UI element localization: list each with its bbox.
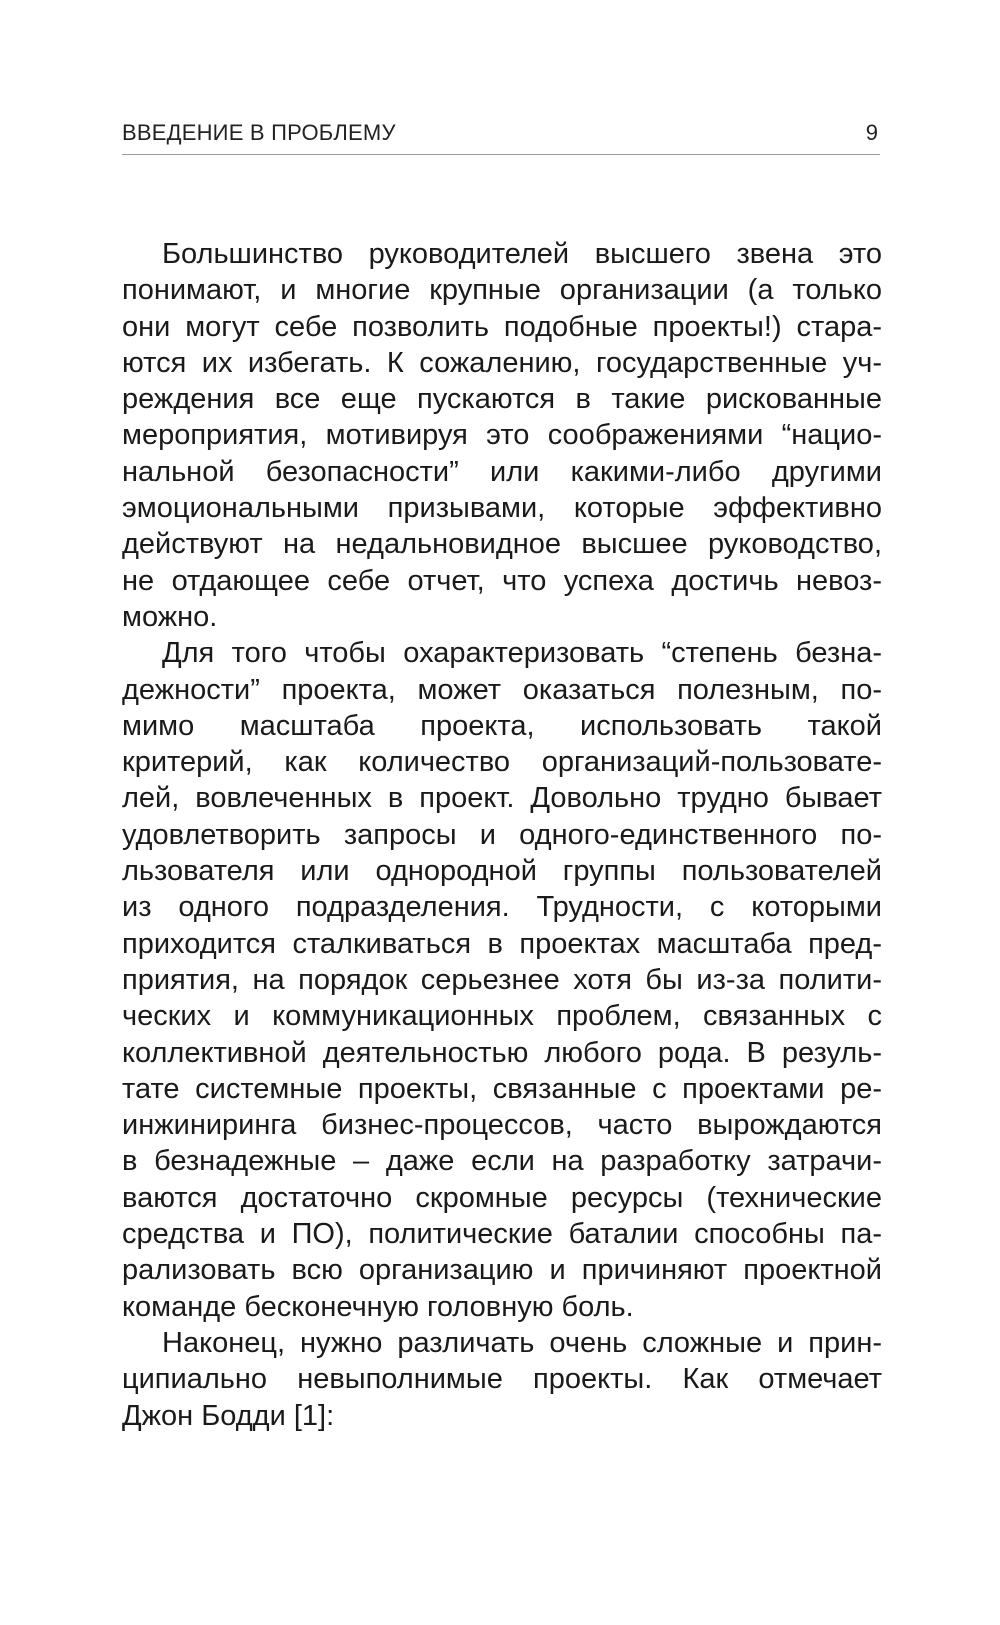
text-line: критерий, как количество организаций-пользовате- <box>122 746 882 779</box>
text-line: нальной безопасности” или какими-либо другими <box>122 455 882 488</box>
paragraph-3 <box>122 1325 882 1434</box>
text-line: мимо масштаба проекта, использовать такой <box>122 709 882 742</box>
text-line: команде бесконечную головную боль. <box>122 1290 634 1323</box>
paragraph-1 <box>122 236 882 635</box>
paragraph-2 <box>122 635 882 1325</box>
running-header <box>122 118 880 155</box>
text-line: Для того чтобы охарактеризовать “степень безна- <box>162 637 882 670</box>
text-line: можно. <box>122 600 218 633</box>
text-line: удовлетворить запросы и одного-единственного по- <box>122 818 882 851</box>
text-line: дежности” проекта, может оказаться полезным, по- <box>122 673 882 706</box>
text-line: действуют на недальновидное высшее руководство, <box>122 528 882 561</box>
text-line: Большинство руководителей высшего звена это <box>162 238 882 270</box>
text-line: понимают, и многие крупные организации (а только <box>122 274 882 307</box>
text-line: тате системные проекты, связанные с проектами ре- <box>122 1072 882 1105</box>
text-line: Джон Бодди [1]: <box>122 1399 335 1432</box>
text-line: эмоциональными призывами, которые эффективно <box>122 492 882 525</box>
text-line: не отдающее себе отчет, что успеха достичь невоз- <box>122 564 882 597</box>
text-line: ваются достаточно скромные ресурсы (технические <box>122 1181 882 1214</box>
text-line: льзователя или однородной группы пользователей <box>122 855 882 888</box>
text-line: ципиально невыполнимые проекты. Как отмечает <box>122 1363 882 1396</box>
text-line: из одного подразделения. Трудности, с которыми <box>122 891 882 924</box>
text-line: Наконец, нужно различать очень сложные и прин- <box>162 1326 882 1359</box>
text-line: средства и ПО), политические баталии способны па- <box>122 1218 882 1251</box>
text-line: инжиниринга бизнес-процессов, часто вырождаются <box>122 1109 882 1142</box>
text-line: рализовать всю организацию и причиняют проектной <box>122 1254 882 1287</box>
text-line: реждения все еще пускаются в такие рискованные <box>122 383 882 416</box>
text-line: ются их избегать. К сожалению, государственные уч- <box>122 346 882 379</box>
text-line: они могут себе позволить подобные проекты!) стара- <box>122 310 882 343</box>
body-text <box>122 236 882 1434</box>
text-line: ческих и коммуникационных проблем, связанных с <box>122 1000 882 1033</box>
page-number: 9 <box>865 120 878 145</box>
text-line: коллективной деятельностью любого рода. В резуль- <box>122 1036 882 1069</box>
chapter-title: ВВЕДЕНИЕ В ПРОБЛЕМУ <box>122 120 396 145</box>
text-line: приятия, на порядок серьезнее хотя бы из-за полити- <box>122 963 882 996</box>
text-line: в безнадежные – даже если на разработку затрачи- <box>122 1145 882 1178</box>
text-line: приходится сталкиваться в проектах масштаба пред- <box>122 927 882 960</box>
text-line: лей, вовлеченных в проект. Довольно трудно бывает <box>122 782 882 815</box>
text-line: мероприятия, мотивируя это соображениями “нацио- <box>122 419 882 452</box>
